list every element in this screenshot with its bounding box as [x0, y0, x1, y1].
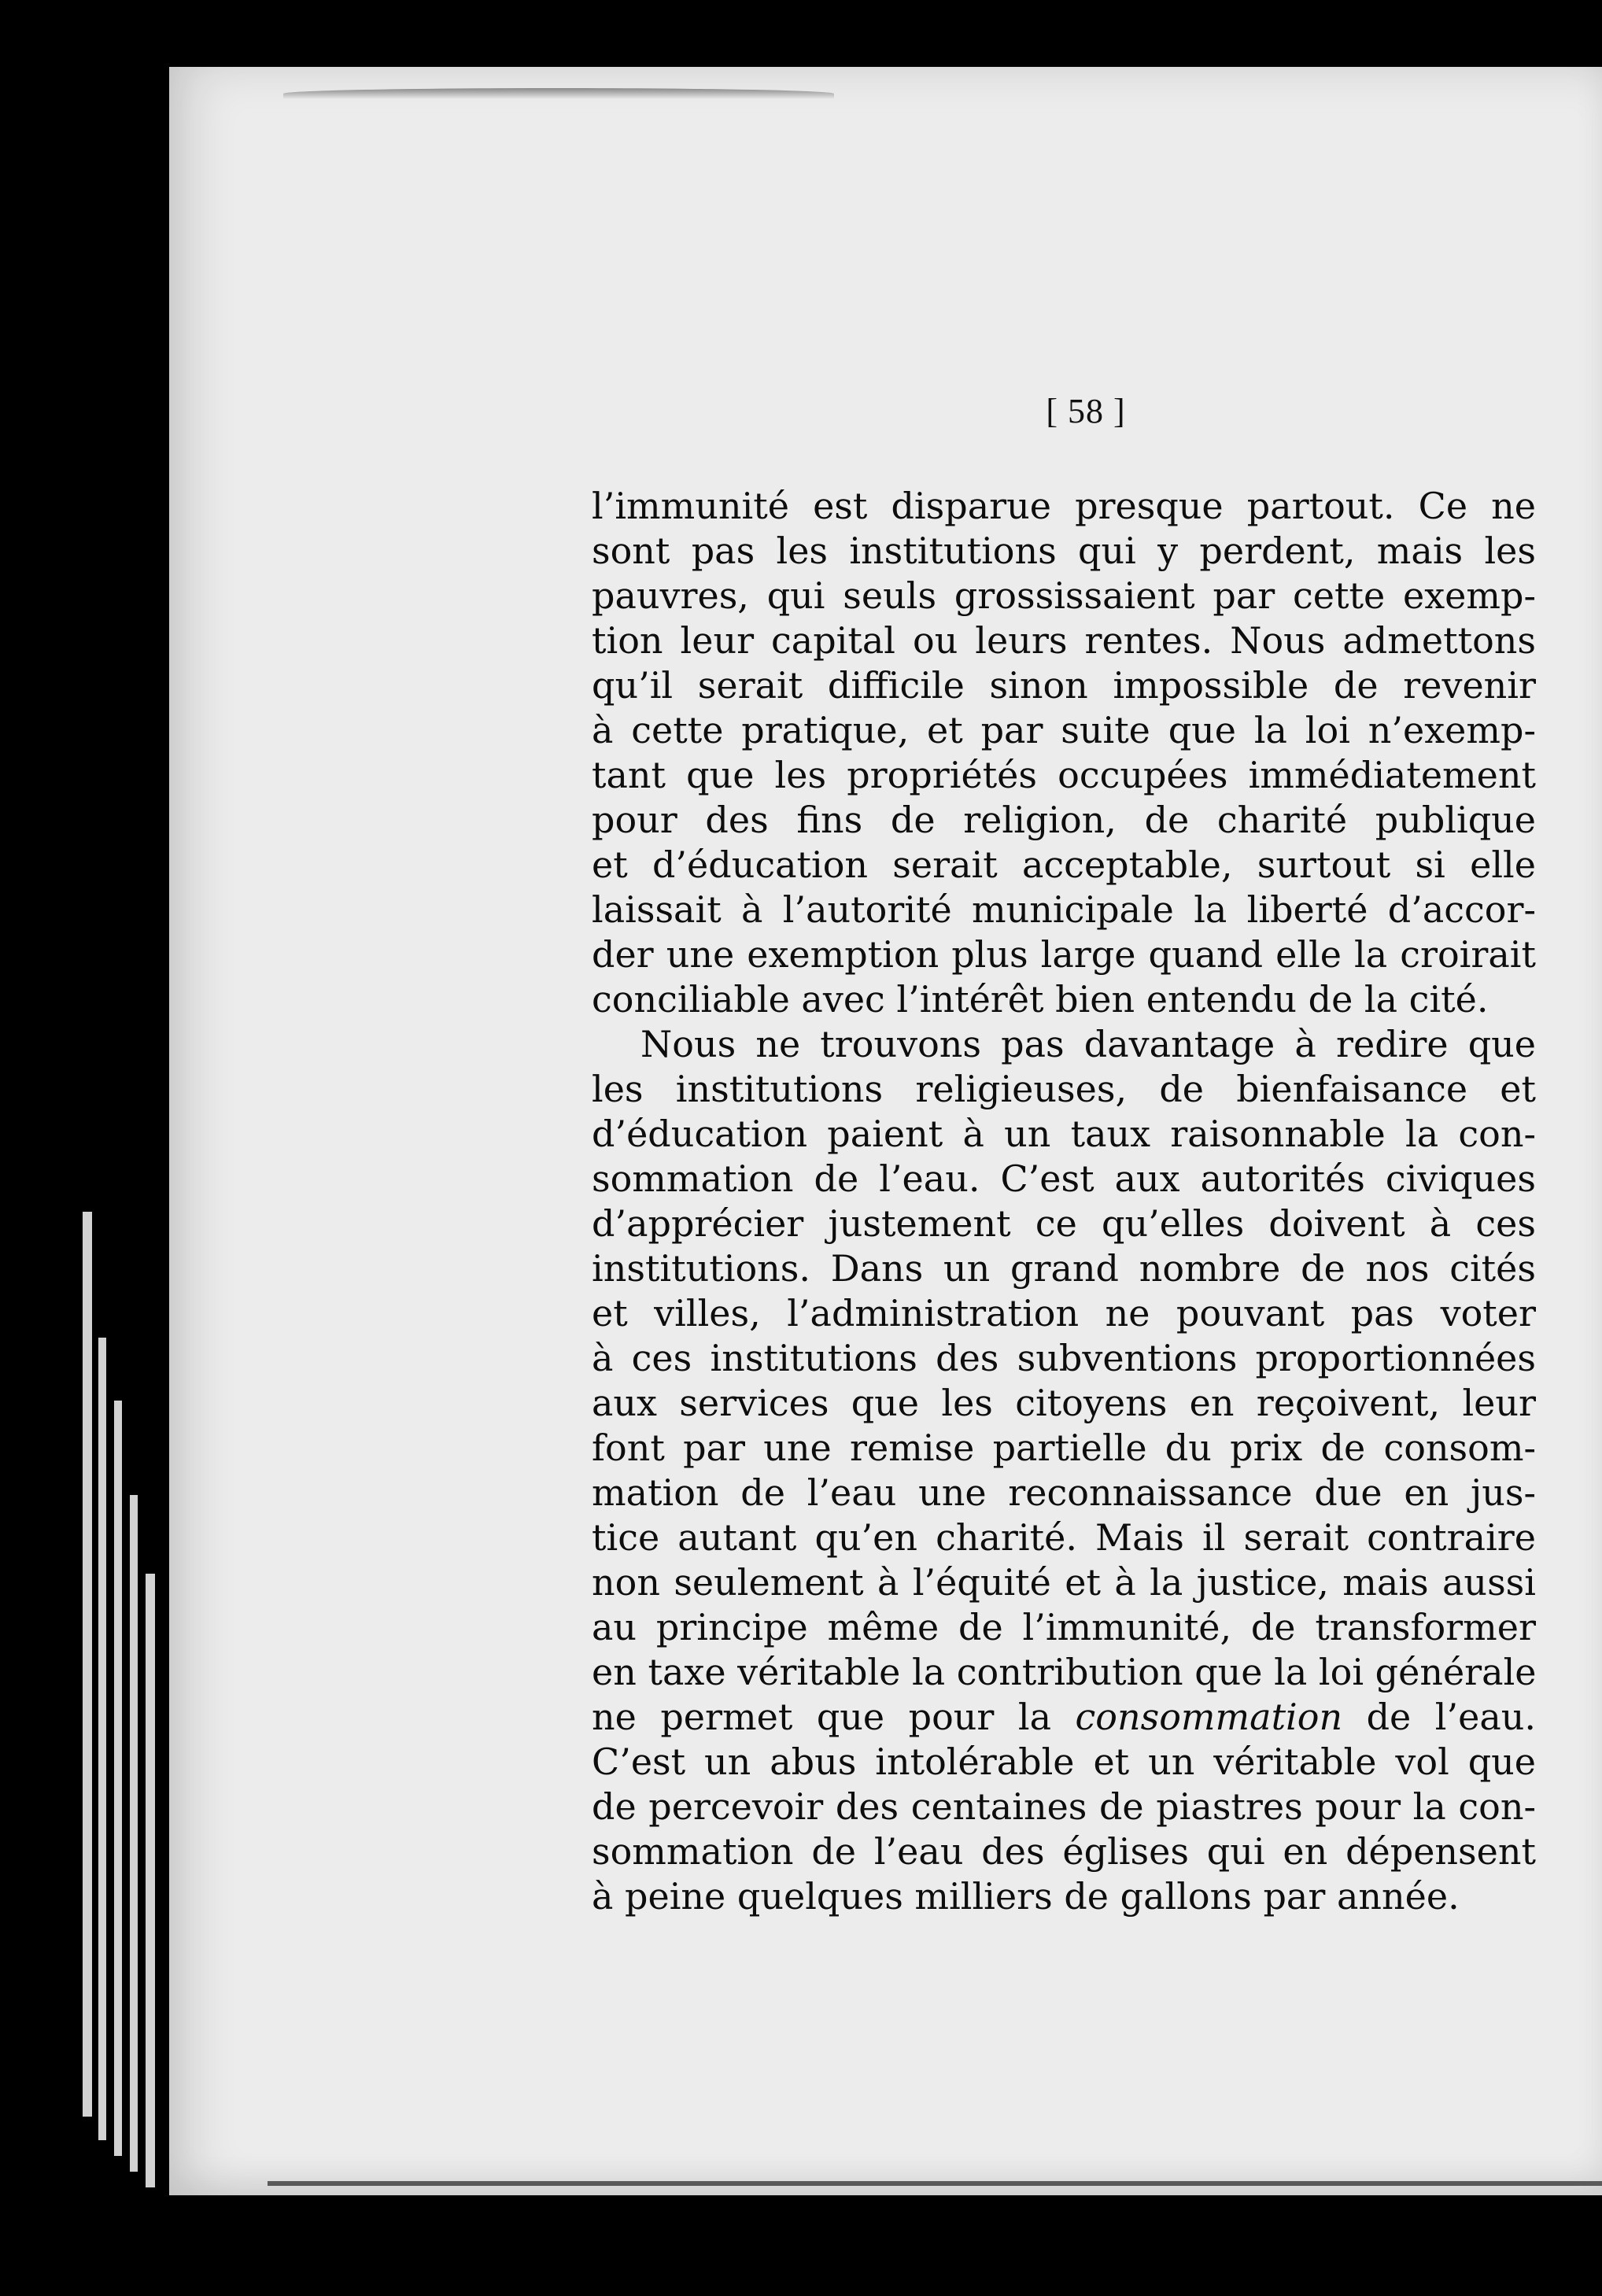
- page-top-shadow: [283, 88, 834, 99]
- text-line: mation de l’eau une reconnaissance due en jus-: [592, 1471, 1536, 1514]
- page-edge: [130, 1495, 138, 2172]
- text-line: non seulement à l’équité et à la justice, mais aussi: [592, 1561, 1536, 1604]
- text-segment: de l’eau.: [1342, 1696, 1536, 1738]
- page-edge: [146, 1574, 155, 2187]
- page-edge: [83, 1212, 92, 2117]
- text-line: institutions. Dans un grand nombre de nos cités: [592, 1247, 1536, 1290]
- text-line: au principe même de l’immunité, de transformer: [592, 1606, 1536, 1648]
- text-line: en taxe véritable la contribution que la loi générale: [592, 1651, 1537, 1693]
- text-line: sommation de l’eau. C’est aux autorités civiques: [592, 1157, 1536, 1200]
- text-line: conciliable avec l’intérêt bien entendu de la cité.: [592, 978, 1489, 1021]
- text-line: Nous ne trouvons pas davantage à redire que: [640, 1023, 1536, 1065]
- text-line: d’éducation paient à un taux raisonnable la con-: [592, 1113, 1536, 1155]
- text-line: pour des fins de religion, de charité publique: [592, 799, 1536, 841]
- text-line: sont pas les institutions qui y perdent, mais les: [592, 530, 1536, 572]
- paragraph-2: [592, 1022, 1536, 1919]
- text-line: qu’il serait difficile sinon impossible de revenir: [592, 664, 1536, 707]
- page-edge: [114, 1401, 122, 2156]
- text-line: tant que les propriétés occupées immédiatement: [592, 754, 1536, 796]
- page-bottom-edge: [268, 2181, 1602, 2186]
- text-line: d’apprécier justement ce qu’elles doivent à ces: [592, 1202, 1536, 1245]
- text-line: l’immunité est disparue presque partout. Ce ne: [592, 485, 1536, 527]
- text-line-with-italic: [592, 1695, 1536, 1740]
- body-text: [592, 484, 1536, 1919]
- text-line: à peine quelques milliers de gallons par année.: [592, 1875, 1460, 1918]
- text-line: font par une remise partielle du prix de consom-: [592, 1427, 1536, 1469]
- text-line: à cette pratique, et par suite que la loi n’exemp-: [592, 709, 1536, 751]
- text-segment: ne permet que pour la: [592, 1696, 1076, 1738]
- page-edge: [98, 1338, 106, 2140]
- text-line: à ces institutions des subventions proportionnées: [592, 1337, 1536, 1379]
- page-number: [ 58 ]: [1046, 392, 1126, 430]
- text-line: sommation de l’eau des églises qui en dépensent: [592, 1830, 1536, 1873]
- text-line: de percevoir des centaines de piastres pour la con-: [592, 1785, 1536, 1828]
- text-line: C’est un abus intolérable et un véritable vol que: [592, 1740, 1536, 1783]
- text-line: les institutions religieuses, de bienfaisance et: [592, 1068, 1536, 1110]
- text-line: et villes, l’administration ne pouvant pas voter: [592, 1292, 1536, 1334]
- text-line: tion leur capital ou leurs rentes. Nous admettons: [592, 619, 1536, 662]
- text-line: laissait à l’autorité municipale la liberté d’accor-: [592, 888, 1536, 931]
- paragraph-1: [592, 484, 1536, 1022]
- text-line: aux services que les citoyens en reçoivent, leur: [592, 1382, 1536, 1424]
- text-line: tice autant qu’en charité. Mais il serait contraire: [592, 1516, 1536, 1559]
- text-line: der une exemption plus large quand elle la croirait: [592, 933, 1536, 976]
- text-line: pauvres, qui seuls grossissaient par cette exemp-: [592, 574, 1536, 617]
- italic-word: consommation: [1075, 1696, 1343, 1738]
- text-line: et d’éducation serait acceptable, surtout si elle: [592, 843, 1536, 886]
